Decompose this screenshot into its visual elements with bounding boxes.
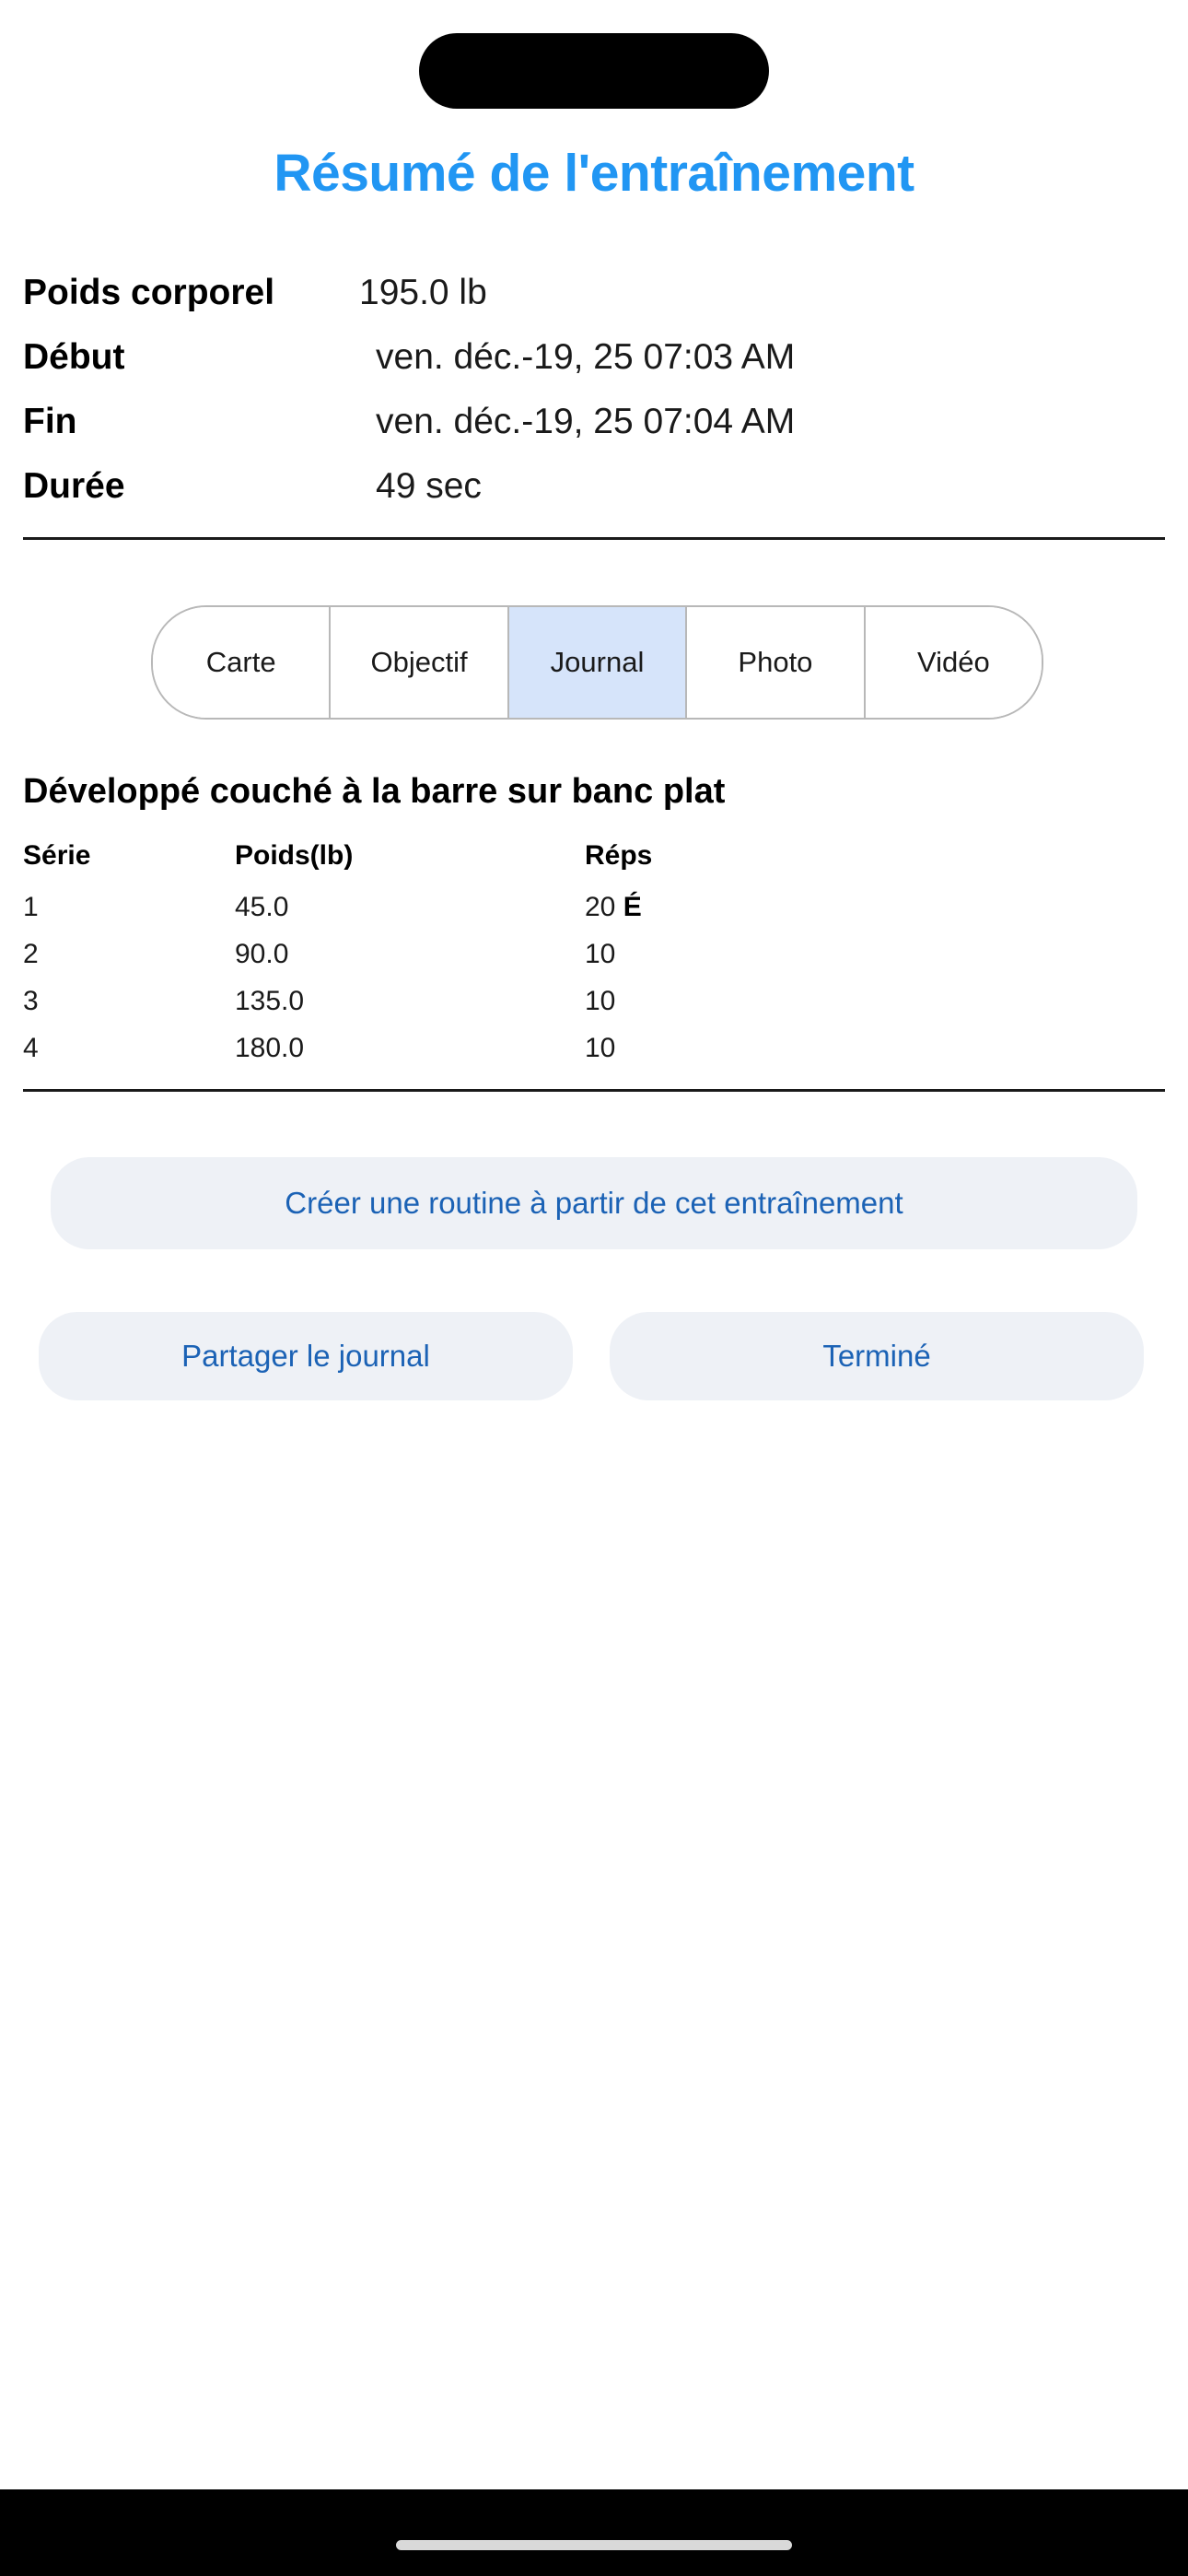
- table-row: [23, 939, 1165, 986]
- summary-value-end: ven. déc.-19, 25 07:04 AM: [376, 402, 796, 441]
- cell-weight: 45.0: [235, 892, 289, 922]
- cell-reps-flag: É: [623, 892, 642, 922]
- sets-table-header: [23, 840, 1165, 892]
- cell-set: 3: [23, 986, 39, 1016]
- cell-weight: 135.0: [235, 986, 305, 1016]
- tab-journal[interactable]: Journal: [509, 607, 687, 718]
- tab-carte[interactable]: Carte: [153, 607, 331, 718]
- cell-set: 2: [23, 939, 39, 969]
- table-row: [23, 986, 1165, 1033]
- table-row: [23, 892, 1165, 939]
- tab-video[interactable]: Vidéo: [866, 607, 1042, 718]
- exercise-title: Développé couché à la barre sur banc plat: [23, 772, 726, 811]
- column-header-set: Série: [23, 840, 91, 871]
- tab-photo[interactable]: Photo: [687, 607, 865, 718]
- create-routine-button[interactable]: Créer une routine à partir de cet entraînement: [51, 1157, 1137, 1249]
- summary-value-duration: 49 sec: [376, 466, 482, 506]
- sets-table: [23, 840, 1165, 1080]
- status-bar: [0, 0, 1188, 138]
- summary-value-start: ven. déc.-19, 25 07:03 AM: [376, 337, 796, 377]
- summary-label-start: Début: [23, 337, 125, 377]
- column-header-reps: Réps: [585, 840, 653, 871]
- summary-row-bodyweight: [23, 273, 1165, 337]
- page-title: Résumé de l'entraînement: [274, 144, 914, 203]
- table-row: [23, 1033, 1165, 1080]
- tab-objectif[interactable]: Objectif: [331, 607, 508, 718]
- done-button[interactable]: Terminé: [610, 1312, 1144, 1400]
- summary-row-duration: [23, 466, 1165, 531]
- home-indicator-area: [0, 2489, 1188, 2576]
- tab-segmented-control[interactable]: [151, 605, 1043, 720]
- divider-bottom: [23, 1089, 1165, 1092]
- cell-weight: 90.0: [235, 939, 289, 969]
- cell-reps-value: 20: [585, 892, 616, 922]
- summary-row-end: [23, 402, 1165, 466]
- cell-reps: 10: [585, 939, 616, 969]
- column-header-weight: Poids(lb): [235, 840, 354, 871]
- workout-summary-list: [23, 273, 1165, 531]
- cell-set: 4: [23, 1033, 39, 1063]
- share-log-button[interactable]: Partager le journal: [39, 1312, 573, 1400]
- divider-top: [23, 537, 1165, 540]
- summary-row-start: [23, 337, 1165, 402]
- cell-reps: [585, 892, 953, 923]
- cell-weight: 180.0: [235, 1033, 305, 1063]
- cell-set: 1: [23, 892, 39, 922]
- summary-label-duration: Durée: [23, 466, 125, 506]
- summary-label-bodyweight: Poids corporel: [23, 273, 275, 312]
- dynamic-island: [419, 33, 769, 109]
- summary-value-bodyweight: 195.0 lb: [359, 273, 487, 312]
- summary-label-end: Fin: [23, 402, 77, 441]
- home-indicator[interactable]: [396, 2540, 792, 2550]
- cell-reps: 10: [585, 986, 616, 1016]
- cell-reps: 10: [585, 1033, 616, 1063]
